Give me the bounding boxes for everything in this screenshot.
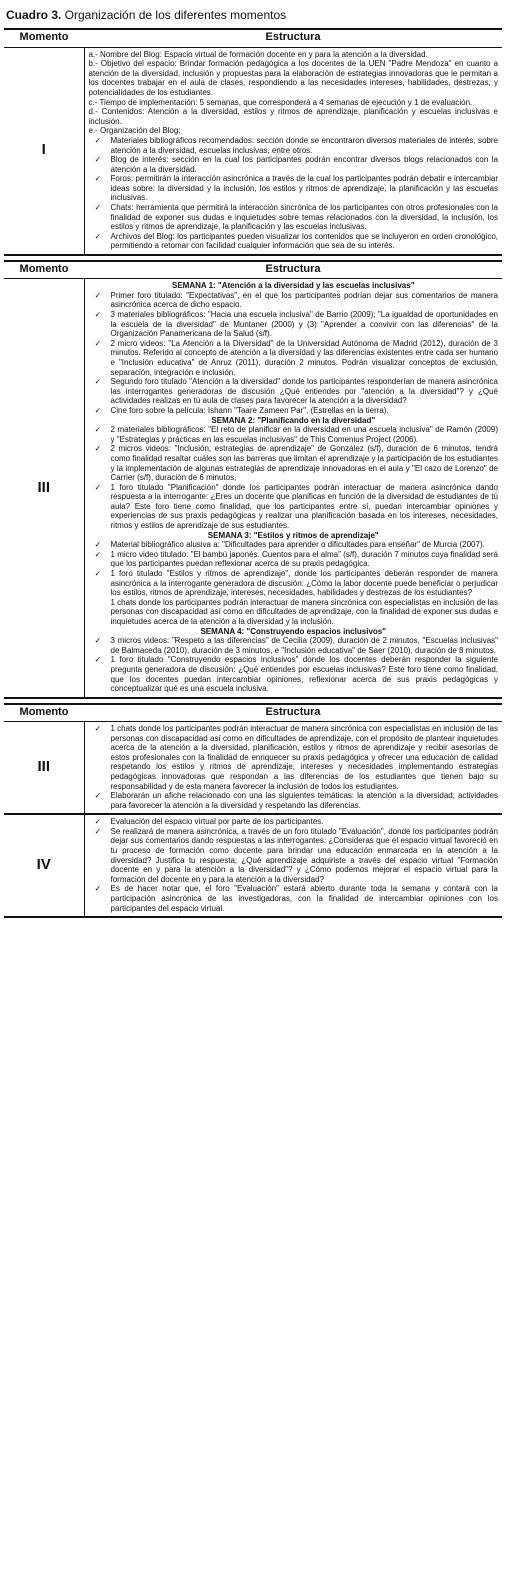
check-icon: ✓ bbox=[94, 826, 102, 836]
check-icon: ✓ bbox=[94, 405, 102, 415]
check-list bbox=[89, 636, 499, 694]
check-icon: ✓ bbox=[94, 310, 102, 320]
week-note: 1 chats donde los participantes podrán interactuar de manera sincrónica con especialistas en inclusión de las personas con discapacidad así como en dificultades de aprendizaje, con la finalidad de exponer sus dudas e inquietudes acerca de la atención a la diversidad y la inclusión. bbox=[110, 597, 498, 627]
check-icon: ✓ bbox=[94, 884, 102, 894]
item-e: e.- Organización del Blog: bbox=[88, 126, 181, 136]
week-title: SEMANA 1: "Atención a la diversidad y las escuelas inclusivas" bbox=[172, 281, 415, 291]
check-list bbox=[89, 540, 499, 598]
check-list bbox=[89, 724, 499, 810]
list-item: ✓ Material bibliográfico alusiva a: "Dificultades para aprender o dificultades para enseñar" de Murcia (2007). bbox=[94, 540, 485, 550]
check-list bbox=[89, 291, 499, 416]
check-icon: ✓ bbox=[94, 290, 102, 300]
moment-label: I bbox=[4, 47, 84, 255]
check-icon: ✓ bbox=[94, 377, 102, 387]
check-icon: ✓ bbox=[94, 791, 102, 801]
check-icon: ✓ bbox=[94, 636, 102, 646]
check-list bbox=[89, 425, 499, 531]
check-list bbox=[89, 136, 499, 251]
check-icon: ✓ bbox=[94, 540, 102, 550]
week-title: SEMANA 3: "Estilos y ritmos de aprendizaje" bbox=[207, 530, 379, 540]
check-icon: ✓ bbox=[94, 569, 102, 579]
list-item: ✓ 3 micros videos: "Respeto a las diferencias" de Cecilia (2009), duración de 2 minutos, "Escuelas inclusivas" de Balmaceda (2010), duración de 3 minutos, e "Inclusión educativa" de Saer (2010), duración de 8 minutos. bbox=[94, 636, 498, 655]
check-icon: ✓ bbox=[94, 338, 102, 348]
list-item: ✓ Chats: herramienta que permitirá la interacción sincrónica de los participantes con otros profesionales con la finalidad de exponer sus dudas e inquietudes sobre temas relacionados con la diversidad, la inclusión, los estilos y ritmos de aprendizaje, la planificación y las escuelas inclusivas. bbox=[94, 203, 498, 232]
col-header-momento: Momento bbox=[4, 29, 84, 47]
item-b: b.- Objetivo del espacio: Brindar formación pedagógica a los docentes de la UEN "Padre Mendoza" en cuanto a atención de la diversidad, inclusión y propuestas para la elaboración de estrategias innovadoras que le permitan a los docentes trabajar en el aula de clases, respondiendo a las necesidades intereses, habilidades, destrezas, y potencialidades de los estudiantes. bbox=[88, 59, 498, 97]
item-c: c.- Tiempo de implementación: 5 semanas, que corresponderá a 4 semanas de ejecución y 1 de evaluación. bbox=[88, 97, 473, 107]
check-icon: ✓ bbox=[94, 655, 102, 665]
check-icon: ✓ bbox=[94, 817, 102, 827]
list-item: ✓ Archivos del Blog: los participantes pueden visualizar los contenidos que se incluyeron en orden cronológico, permitiendo a retomar con facilidad cualquier información que sea de su interés. bbox=[94, 231, 498, 251]
check-icon: ✓ bbox=[94, 482, 102, 492]
item-d: d.- Contenidos: Atención a la diversidad, estilos y ritmos de aprendizaje, planificación y escuelas inclusivas e inclusión. bbox=[88, 107, 498, 126]
list-item: ✓ Blog de interés: sección en la cual los participantes podrán encontrar diversos blogs relacionados con la atención a la diversidad. bbox=[94, 155, 498, 174]
list-item: ✓ 1 foro titulado "Estilos y ritmos de aprendizaje", donde los participantes deberán responder de manera asincrónica a la interrogante generadora de discusión: ¿Cómo la labor docente puede beneficiar o perjudicar los estilos, ritmos de aprendizaje, intereses, necesidades, habilidades y destrezas de los estudiantes? bbox=[94, 569, 498, 598]
check-icon: ✓ bbox=[94, 723, 102, 733]
list-item: ✓ Foros: permitirán la interacción asincrónica a través de la cual los participantes podrán debatir e intercambiar ideas sobre: la diversidad y la inclusión, los estilos y ritmos de aprendizaje, la planificación y las escuelas inclusivas. bbox=[94, 174, 498, 203]
table-caption bbox=[6, 8, 502, 22]
structure-cell bbox=[84, 47, 502, 255]
list-item: ✓ 2 micro videos: "La Atención a la Diversidad" de la Universidad Autónoma de Madrid (2012), duración de 3 minutos. Referido al concepto de atención a la diversidad y las diferencias existentes entre cada ser humano e "Inclusión educativa" de Anruz (2011), duración 2 minutos. Podrán visualizar conceptos de exclusión, separación, integración e inclusión. bbox=[94, 338, 498, 377]
caption-label: Cuadro 3. bbox=[6, 8, 62, 22]
caption-text: Organización de los diferentes momentos bbox=[61, 8, 287, 22]
check-icon: ✓ bbox=[94, 135, 102, 145]
check-icon: ✓ bbox=[94, 444, 102, 454]
list-item: ✓ Primer foro titulado: "Expectativas", en el que los participantes podrían dejar sus comentarios de manera asincrónica acerca de dicho espacio. bbox=[94, 290, 498, 310]
check-icon: ✓ bbox=[94, 231, 102, 241]
check-icon: ✓ bbox=[94, 155, 102, 165]
check-icon: ✓ bbox=[94, 203, 102, 213]
moment-label: IV bbox=[4, 814, 84, 917]
check-icon: ✓ bbox=[94, 549, 102, 559]
structure-cell bbox=[84, 721, 502, 814]
list-item: ✓ Es de hacer notar que, el foro "Evaluación" estará abierto durante toda la semana y contará con la participación asincrónica de las investigadoras, con la finalidad de intercambiar opiniones con los participantes del espacio virtual. bbox=[94, 884, 498, 913]
check-icon: ✓ bbox=[94, 174, 102, 184]
col-header-estructura: Estructura bbox=[84, 29, 502, 47]
moment-label: III bbox=[4, 721, 84, 814]
list-item: ✓ 2 micros videos: "Inclusión, estrategias de aprendizaje" de González (s/f), duración de 6 minutos, tendrá como finalidad resaltar cuáles son las barreras que limitan el aprendizaje y la participación de los estudiantes y la implementación de algunas estrategias de aprendizaje innovadoras en el aula y "El cazo de Lorenzo" de Carrier (s/f), duración de 6 minutos, bbox=[94, 444, 498, 483]
table-momento-i bbox=[4, 28, 502, 256]
list-item: ✓ Cine foro sobre la película: Ishann "Taare Zameen Par", (Estrellas en la tierra). bbox=[94, 405, 389, 415]
table-momento-iii-iv bbox=[4, 703, 502, 918]
list-item: ✓ Evaluación del espacio virtual por parte de los participantes. bbox=[94, 817, 324, 827]
structure-cell bbox=[84, 814, 502, 917]
col-header-estructura: Estructura bbox=[84, 261, 502, 279]
col-header-momento: Momento bbox=[4, 704, 84, 722]
week-title: SEMANA 2: "Planificando en la diversidad" bbox=[211, 415, 376, 425]
check-list bbox=[89, 817, 499, 913]
check-icon: ✓ bbox=[94, 425, 102, 435]
list-item: ✓ 3 materiales bibliográficos: "Hacia una escuela inclusiva" de Barrio (2009); "La igualdad de oportunidades en la escuela de la diversidad" de Muntaner (2000) y (3) "Aprender a convivir con las diferencias" de la Organización Panamericana de la Salud (s/f). bbox=[94, 310, 498, 339]
week-title: SEMANA 4: "Construyendo espacios inclusivos" bbox=[200, 626, 387, 636]
list-item: ✓ 1 chats donde los participantes podrán interactuar de manera sincrónica con especialistas en inclusión de las personas con discapacidad así como en dificultades de aprendizaje, con el propósito de plantear inquietudes acerca de la atención a la diversidad, planificación, estilos y ritmos de aprendizaje y recibir asesorías de estos profesionales con la finalidad de enriquecer su praxis pedagógica y ofrecer una educación de calidad respetando los estilos y ritmos de aprendizaje, intereses y necesidades implementando estrategias pedagógicas innovadoras que respondan a las diferencias de los estudiantes que tienen bajo su responsabilidad y de esta manera favorecer la inclusión de todos los estudiantes. bbox=[94, 723, 498, 791]
col-header-estructura: Estructura bbox=[84, 704, 502, 722]
col-header-momento: Momento bbox=[4, 261, 84, 279]
item-a: a.- Nombre del Blog: Espacio virtual de formación docente en y para la atención a la diversidad. bbox=[88, 49, 428, 59]
list-item: ✓ 1 micro video titulado: "El bambú japonés. Cuentos para el alma" (s/f), duración 7 minutos cuya finalidad será que los participantes puedan reflexionar acerca de su praxis pedagógica. bbox=[94, 549, 498, 569]
list-item: ✓ Se realizará de manera asincrónica, a través de un foro titulado "Evaluación", donde los participantes podrán dejar sus comentarios dando respuestas a las interrogantes: ¿Consideras que el espacio virtual favoreció en tu proceso de formación como docente para brindar una educación enmarcada en la atención a la diversidad? Justifica tu respuesta; ¿Qué aprendizaje adquiriste a través del espacio virtual "Formación docente en y para la atención a la diversidad"? y ¿Cómo podemos mejorar el espacio virtual para la formación del docente en y para la atención a la diversidad? bbox=[94, 826, 498, 884]
list-item: ✓ Materiales bibliográficos recomendados: sección donde se encontraron diversos materiales de interés, sobre atención a la diversidad, escuelas inclusivas, entre otros. bbox=[94, 135, 498, 155]
table-momento-iii bbox=[4, 260, 502, 699]
list-item: ✓ 1 foro titulado "Construyendo espacios inclusivos" donde los docentes deberán responder la siguiente pregunta generadora de discusión: ¿Qué entiendes por escuelas inclusivas? Este foro tiene como finalidad, que los docentes puedan intercambiar opiniones, reflexionar acerca de sus praxis pedagógicas y conceptualizar qué es una escuela inclusiva. bbox=[94, 655, 498, 694]
structure-cell bbox=[84, 279, 502, 698]
list-item: ✓ Elaborarán un afiche relacionado con una las siguientes temáticas: la atención a la diversidad; actividades para favorecer la atención a la diversidad y respetando las diferencias. bbox=[94, 791, 498, 810]
list-item: ✓ Segundo foro titulado "Atención a la diversidad" donde los participantes responderían de manera asincrónica las interrogantes generadoras de discusión ¿Qué entiendes por "atención a la diversidad"? y ¿Qué actividades realizas en tú aula de clases para favorecer la atención a la diversidad? bbox=[94, 377, 498, 406]
list-item: ✓ 2 materiales bibliográficos: "El reto de planificar en la diversidad en una escuela inclusiva" de Ramón (2009) y "Estrategias y prácticas en las escuelas inclusivas" de This Comenius Project (2006). bbox=[94, 425, 498, 444]
moment-label: III bbox=[4, 279, 84, 698]
list-item: ✓ 1 foro titulado "Planificación" donde los participantes podrán interactuar de manera asincrónica dando respuesta a la interrogante: ¿Eres un docente que planificas en función de la diversidad de estudiantes de tú aula? Este foro tiene como finalidad, que los participantes entre sí, puedan intercambiar opiniones y experiencias de sus praxis pedagógicas y realizar una planificación basada en los intereses, necesidades, ritmos y estilos de aprendizaje de sus estudiantes. bbox=[94, 482, 498, 531]
